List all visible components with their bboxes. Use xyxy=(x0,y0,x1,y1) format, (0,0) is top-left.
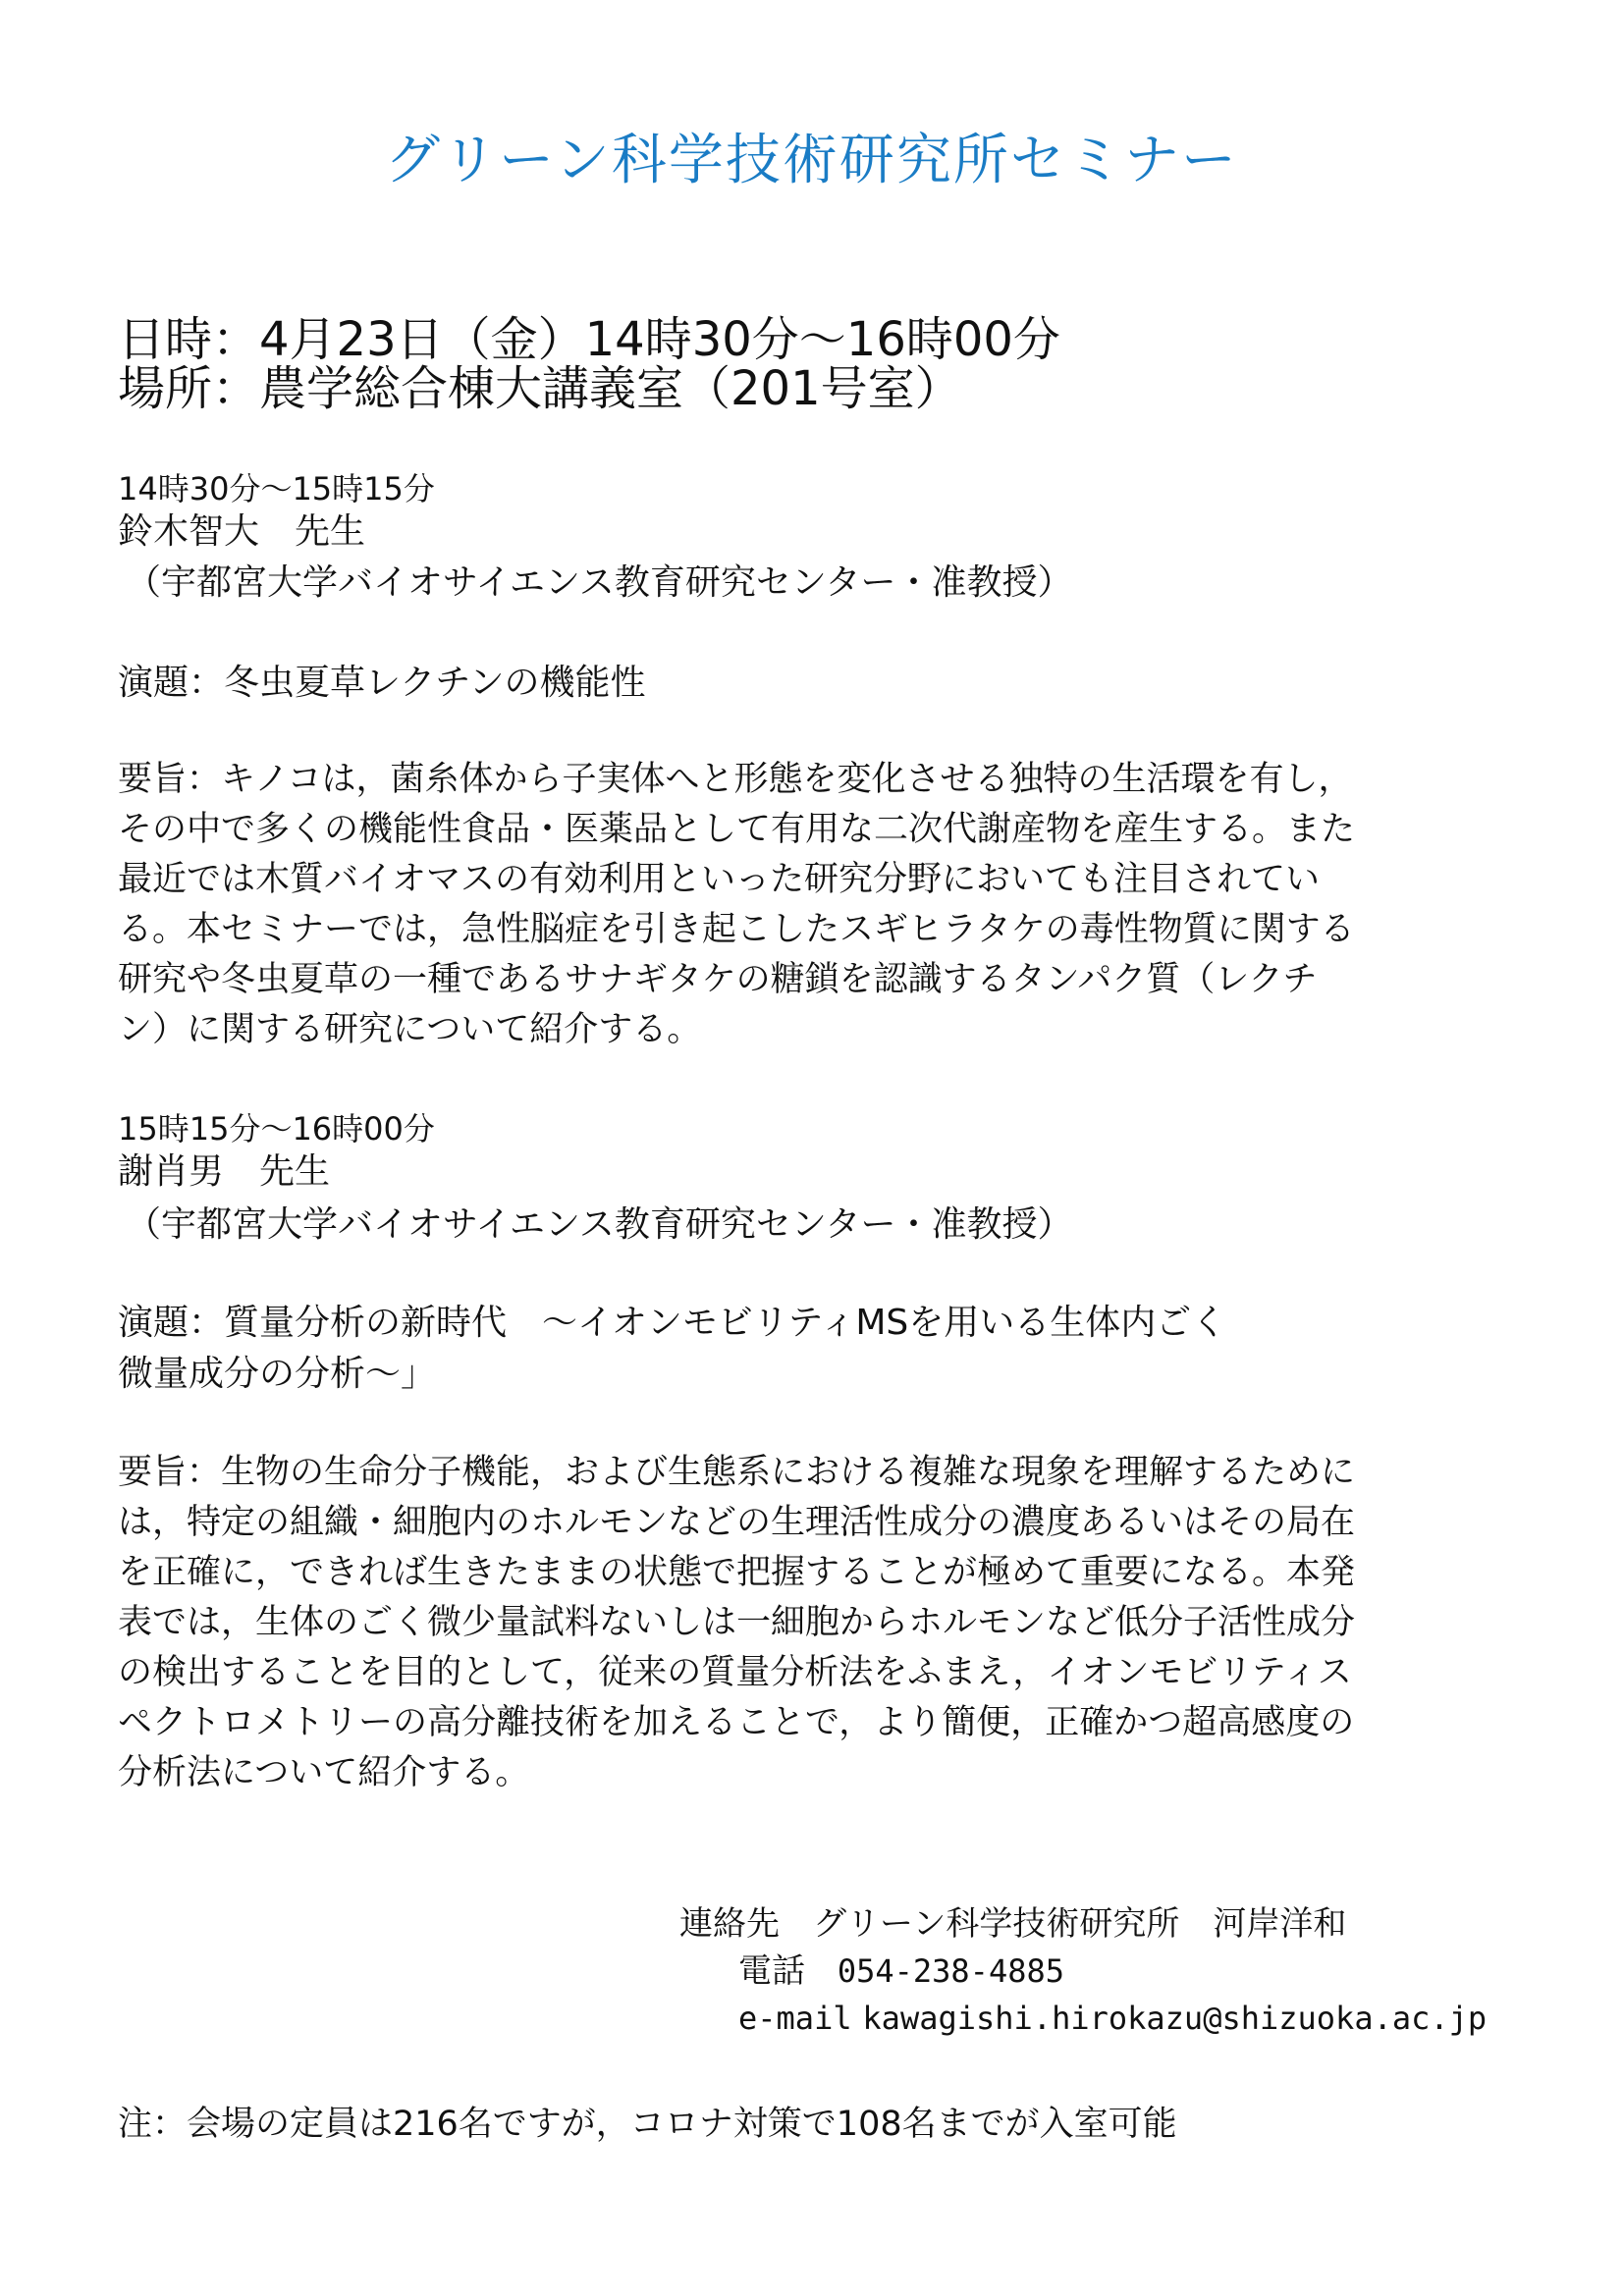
talk-1-abstract-line: 要旨：キノコは，菌糸体から子実体へと形態を変化させる独特の生活環を有し， xyxy=(118,760,1353,799)
talk-2-topic-line: 微量成分の分析～」 xyxy=(118,1354,437,1394)
contact-line: 連絡先 グリーン科学技術研究所 河岸洋和 xyxy=(679,1904,1347,1944)
talk-2-topic-line: 演題：質量分析の新時代 ～イオンモビリティMSを用いる生体内ごく xyxy=(118,1303,1227,1343)
talk-2-speaker: 謝肖男 先生 xyxy=(118,1151,331,1192)
talk-2-abstract-line: 分析法について紹介する。 xyxy=(118,1753,530,1792)
phone-number: 054-238-4885 xyxy=(837,1952,1064,1990)
talk-2-abstract-line: ペクトロメトリーの高分離技術を加えることで，より簡便，正確かつ超高感度の xyxy=(118,1703,1355,1742)
phone-label: 電話 xyxy=(738,1951,805,1991)
talk-2-affiliation: （宇都宮大学バイオサイエンス教育研究センター・准教授） xyxy=(126,1204,1073,1245)
talk-1-affiliation: （宇都宮大学バイオサイエンス教育研究センター・准教授） xyxy=(126,562,1073,603)
talk-1-abstract-line: 研究や冬虫夏草の一種であるサナギタケの糖鎖を認識するタンパク質（レクチ xyxy=(118,960,1318,999)
email-address[interactable]: kawagishi.hirokazu@shizuoka.ac.jp xyxy=(862,2000,1488,2037)
event-datetime: 日時：4月23日（金）14時30分～16時00分 xyxy=(118,312,1060,367)
contact-email xyxy=(738,1997,1487,2040)
event-place: 場所：農学総合棟大講義室（201号室） xyxy=(118,361,962,416)
talk-1-abstract-line: 最近では木質バイオマスの有効利用といった研究分野においても注目されてい xyxy=(118,860,1320,899)
talk-1-time: 14時30分～15時15分 xyxy=(118,470,435,507)
talk-2-abstract-line: の検出することを目的として，従来の質量分析法をふまえ，イオンモビリティス xyxy=(118,1653,1352,1692)
talk-2-abstract-line: を正確に，できれば生きたままの状態で把握することが極めて重要になる。本発 xyxy=(118,1553,1356,1592)
contact-phone xyxy=(738,1949,1064,1993)
email-label: e-mail xyxy=(738,2000,852,2037)
talk-2-abstract-line: 要旨：生物の生命分子機能，および生態系における複雑な現象を理解するために xyxy=(118,1453,1356,1492)
talk-2-abstract-line: は，特定の組織・細胞内のホルモンなどの生理活性成分の濃度あるいはその局在 xyxy=(118,1503,1356,1542)
talk-1-abstract-line: る。本セミナーでは，急性脳症を引き起こしたスギヒラタケの毒性物質に関する xyxy=(118,910,1355,949)
talk-1-abstract-line: その中で多くの機能性食品・医薬品として有用な二次代謝産物を産生する。また xyxy=(118,810,1356,849)
talk-1-topic-line: 演題：冬虫夏草レクチンの機能性 xyxy=(118,663,646,703)
talk-1-abstract-line: ン）に関する研究について紹介する。 xyxy=(118,1010,702,1049)
page-title: グリーン科学技術研究所セミナー xyxy=(385,129,1238,192)
talk-1-speaker: 鈴木智大 先生 xyxy=(118,511,366,552)
capacity-note: 注：会場の定員は216名ですが，コロナ対策で108名までが入室可能 xyxy=(118,2105,1177,2144)
talk-2-time: 15時15分～16時00分 xyxy=(118,1110,435,1148)
talk-2-abstract-line: 表では，生体のごく微少量試料ないしは一細胞からホルモンなど低分子活性成分 xyxy=(118,1603,1356,1642)
